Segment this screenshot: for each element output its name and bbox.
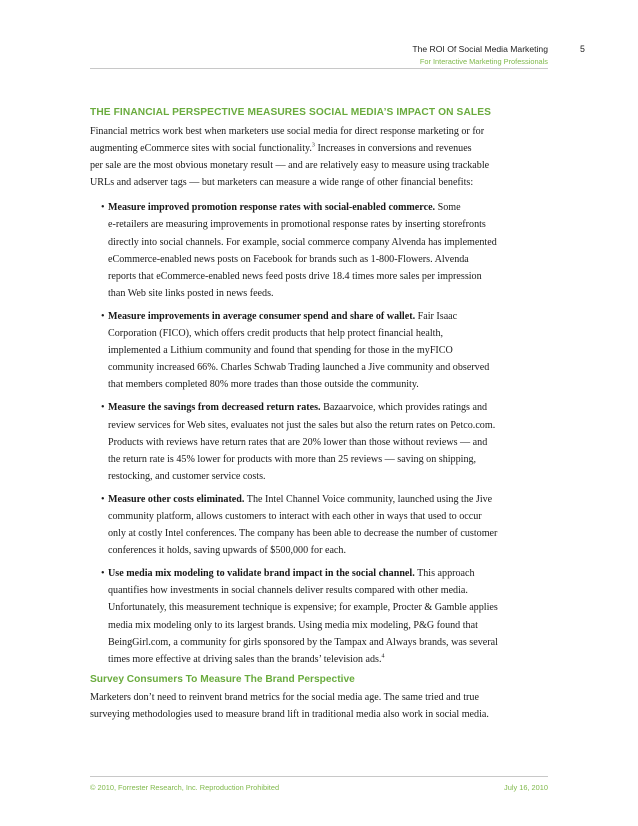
text-line: community platform, allows customers to interact with each other in ways that used to occur [108,510,482,522]
report-subtitle: For Interactive Marketing Professionals [419,57,548,66]
bullet-icon: • [101,310,105,322]
text-span: Fair Isaac [415,310,458,322]
text-line [108,308,548,325]
text-line: Products with reviews have return rates that are 20% lower than those without reviews — and [108,436,488,448]
text-line: Unfortunately, this measurement technique is expensive; for example, Procter & Gamble applies [108,602,498,614]
header-divider [90,68,548,69]
bullet-lead: Measure other costs eliminated. [108,493,245,505]
section-heading-brand: Survey Consumers To Measure The Brand Perspective [90,673,355,685]
text-line [90,140,548,157]
bullet-icon: • [101,402,105,414]
footer-divider [90,776,548,777]
text-line [108,651,548,668]
bullet-lead: Use media mix modeling to validate brand impact in the social channel. [108,568,415,580]
text-span: The Intel Channel Voice community, launched using the Jive [244,493,493,505]
text-line: than Web site links posted in news feeds. [108,287,274,299]
text-line: directly into social channels. For example, social commerce company Alvenda has implemented [108,236,497,248]
bullet-lead: Measure the savings from decreased return rates. [108,402,321,414]
text-line: URLs and adserver tags — but marketers can measure a wide range of other financial benefits: [90,177,474,189]
text-span: Some [435,202,461,214]
text-line: the return rate is 45% lower for products with more than 25 reviews — saving on shipping, [108,453,477,465]
list-item [90,565,548,668]
text-line: e-retailers are measuring improvements in promotional response rates by inserting storefronts [108,219,486,231]
text-span: Increases in conversions and revenues [314,143,472,155]
benefits-list [90,199,548,667]
text-line [108,199,548,216]
text-line: conferences it holds, saving upwards of $500,000 for each. [108,545,346,557]
section-heading-financial: THE FINANCIAL PERSPECTIVE MEASURES SOCIAL MEDIA’S IMPACT ON SALES [90,107,492,118]
text-line: only at costly Intel conferences. The company has been able to decrease the number of customer [108,528,498,540]
page-number: 5 [580,44,585,54]
bullet-lead: Measure improvements in average consumer spend and share of wallet. [108,310,416,322]
text-line [108,399,548,416]
list-item [90,491,548,559]
list-item [90,308,548,393]
text-line: eCommerce-enabled news posts on Facebook for brands such as 1-800-Flowers. Alvenda [108,253,469,265]
text-line: review services for Web sites, evaluates not just the sales but also the return rates on Petco.com. [108,419,496,431]
text-line: implemented a Lithium community and found that spending for those in the myFICO [108,345,453,357]
list-item [90,399,548,484]
text-span: augmenting eCommerce sites with social functionality. [90,143,312,155]
text-line: per sale are the most obvious monetary result — and are relatively easy to measure using trackable [90,160,490,172]
text-span: This approach [414,568,475,580]
page-header [0,0,638,80]
text-line: Financial metrics work best when marketers use social media for direct response marketing or for [90,126,485,137]
text-line [108,565,548,582]
list-item [90,199,548,302]
intro-paragraph [90,123,548,191]
bullet-lead: Measure improved promotion response rates with social-enabled commerce. [108,202,436,214]
text-line: media mix modeling only to its largest brands. Using media mix modeling, P&G found that [108,619,478,631]
footnote-marker: 4 [381,653,385,660]
text-line: that members completed 80% more trades than those outside the community. [108,379,419,391]
footnote-marker: 3 [311,142,315,149]
bullet-icon: • [101,202,105,214]
publication-date: July 16, 2010 [504,783,548,792]
text-line: BeingGirl.com, a community for girls sponsored by the Tampax and Always brands, was several [108,636,498,648]
text-span: times more effective at driving sales than the brands’ television ads. [108,653,382,665]
text-line: Corporation (FICO), which offers credit products that help protect financial health, [108,328,444,340]
text-line: surveying methodologies used to measure brand lift in traditional media also work in social media. [90,708,489,720]
report-title: The ROI Of Social Media Marketing [412,44,548,54]
text-line [108,491,548,508]
text-line: community increased 66%. Charles Schwab Trading launched a Jive community and observed [108,362,490,374]
brand-paragraph [90,689,548,723]
bullet-icon: • [101,493,105,505]
bullet-icon: • [101,568,105,580]
text-line: restocking, and customer service costs. [108,470,266,482]
text-line: Marketers don’t need to reinvent brand metrics for the social media age. The same tried and true [90,691,479,703]
copyright-notice: © 2010, Forrester Research, Inc. Reproduction Prohibited [90,783,280,792]
page-body [90,107,548,723]
text-line: reports that eCommerce-enabled news feed posts drive 18.4 times more sales per impression [108,270,482,282]
text-line: quantifies how investments in social channels deliver results compared with other media. [108,585,468,597]
text-span: Bazaarvoice, which provides ratings and [320,402,488,414]
